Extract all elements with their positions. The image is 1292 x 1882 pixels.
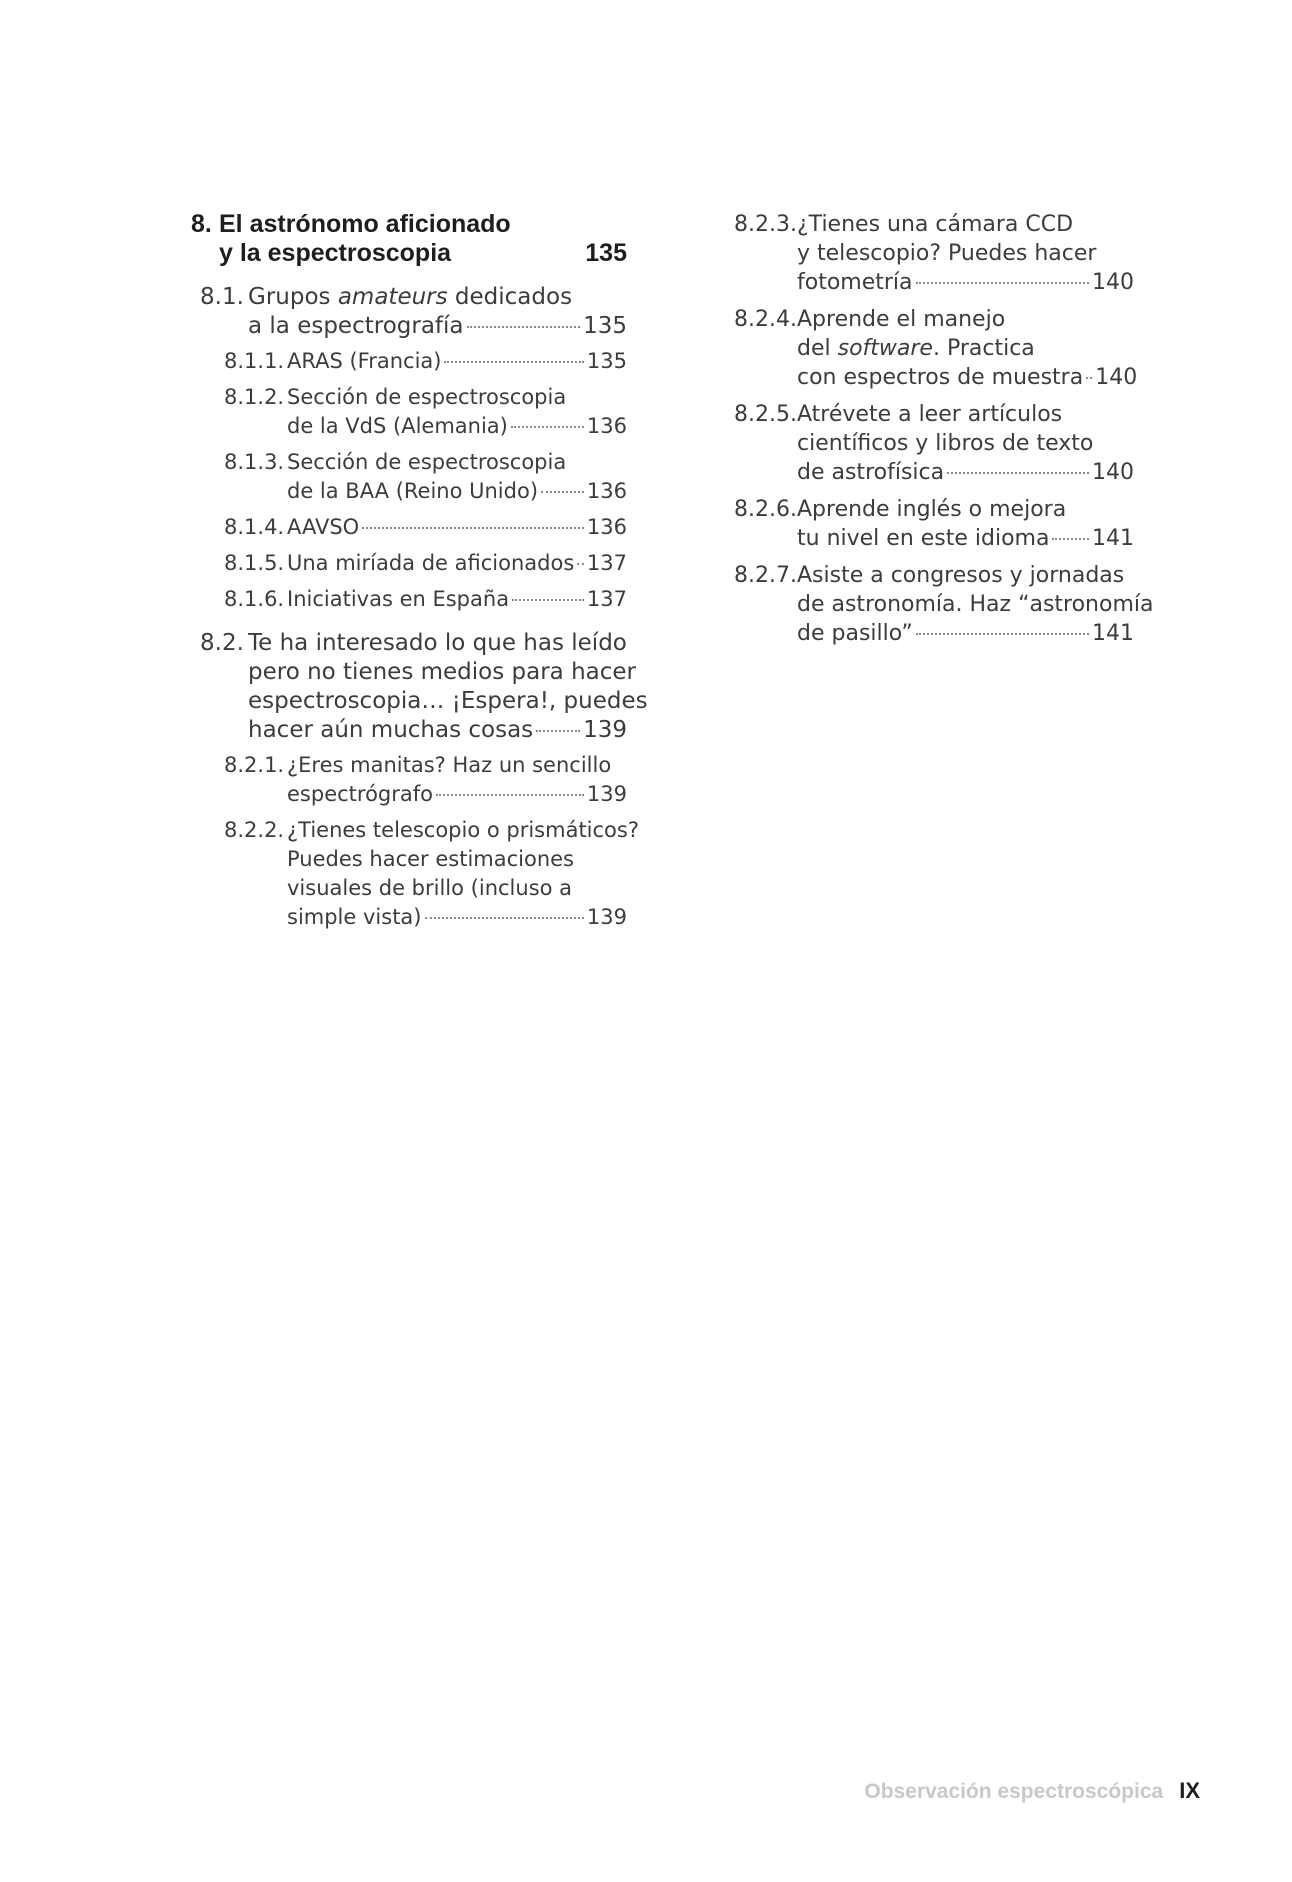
entry-number: 8.2.4. bbox=[734, 307, 797, 332]
entry-number: 8.1.4. bbox=[224, 515, 285, 539]
entry-text: espectroscopia… ¡Espera!, puedes bbox=[248, 688, 648, 714]
entry-page: 140 bbox=[1092, 270, 1134, 295]
entry-text: con espectros de muestra bbox=[797, 365, 1084, 390]
entry-text: tu nivel en este idioma bbox=[797, 526, 1050, 551]
entry-text: Asiste a congresos y jornadas bbox=[797, 563, 1125, 588]
entry-page: 137 bbox=[586, 587, 627, 611]
entry-text: visuales de brillo (incluso a bbox=[287, 876, 573, 900]
dot-leader bbox=[536, 730, 580, 732]
entry-text: ¿Tienes una cámara CCD bbox=[797, 212, 1074, 237]
entry-text: ARAS (Francia) bbox=[287, 349, 442, 373]
dot-leader bbox=[541, 491, 584, 493]
toc-entry-8-2-3[interactable] bbox=[734, 210, 1134, 297]
entry-number: 8.2.7. bbox=[734, 563, 797, 588]
entry-text: Sección de espectroscopia bbox=[287, 385, 567, 409]
entry-text: Aprende inglés o mejora bbox=[797, 497, 1067, 522]
toc-entry-8-2-7[interactable] bbox=[734, 561, 1154, 648]
dot-leader bbox=[947, 472, 1089, 474]
running-title: Observación espectroscópica bbox=[864, 1780, 1164, 1803]
entry-number: 8.2.2. bbox=[224, 818, 285, 842]
chapter-number: 8. bbox=[191, 210, 212, 238]
toc-entry-8-2-5[interactable] bbox=[734, 400, 1134, 487]
entry-text: hacer aún muchas cosas bbox=[248, 717, 534, 743]
chapter-page: 135 bbox=[585, 239, 627, 267]
entry-text: del software. Practica bbox=[797, 336, 1035, 361]
chapter-title-line2: y la espectroscopia bbox=[219, 239, 452, 267]
entry-number: 8.2. bbox=[200, 630, 244, 656]
entry-text: Una miríada de aficionados bbox=[287, 551, 575, 575]
entry-text: ¿Tienes telescopio o prismáticos? bbox=[287, 818, 639, 842]
entry-text: pero no tienes medios para hacer bbox=[248, 659, 637, 685]
entry-text: de astrofísica bbox=[797, 460, 945, 485]
entry-text: Iniciativas en España bbox=[287, 587, 510, 611]
toc-entry-8-1-2[interactable] bbox=[224, 383, 627, 441]
entry-page: 139 bbox=[583, 717, 627, 743]
dot-leader bbox=[425, 917, 584, 919]
dot-leader bbox=[916, 633, 1089, 635]
entry-text: de la BAA (Reino Unido) bbox=[287, 479, 539, 503]
entry-number: 8.2.3. bbox=[734, 212, 797, 237]
chapter-title-line1: El astrónomo aficionado bbox=[219, 210, 511, 238]
entry-text: fotometría bbox=[797, 270, 913, 295]
dot-leader bbox=[512, 599, 584, 601]
toc-entry-8-1-5[interactable] bbox=[224, 549, 627, 578]
dot-leader bbox=[511, 426, 584, 428]
entry-number: 8.1.1. bbox=[224, 349, 285, 373]
entry-number: 8.1.5. bbox=[224, 551, 285, 575]
entry-text: Puedes hacer estimaciones bbox=[287, 847, 574, 871]
entry-text: de pasillo” bbox=[797, 621, 913, 646]
entry-page: 137 bbox=[586, 551, 627, 575]
entry-text: y telescopio? Puedes hacer bbox=[797, 241, 1097, 266]
entry-text: Te ha interesado lo que has leído bbox=[248, 630, 627, 656]
dot-leader bbox=[577, 563, 584, 565]
entry-number: 8.1. bbox=[200, 284, 244, 310]
entry-number: 8.2.5. bbox=[734, 402, 797, 427]
dot-leader bbox=[444, 361, 583, 363]
toc-entry-8-2-2[interactable] bbox=[224, 816, 639, 932]
entry-number: 8.2.1. bbox=[224, 753, 285, 777]
entry-text: Sección de espectroscopia bbox=[287, 450, 567, 474]
entry-number: 8.1.6. bbox=[224, 587, 285, 611]
entry-page: 136 bbox=[586, 515, 627, 539]
toc-entry-8-1-1[interactable] bbox=[224, 347, 627, 376]
dot-leader bbox=[362, 527, 584, 529]
entry-text: Grupos amateurs dedicados bbox=[248, 284, 573, 310]
entry-number: 8.1.2. bbox=[224, 385, 285, 409]
toc-entry-8-2[interactable] bbox=[200, 629, 648, 745]
entry-text: espectrógrafo bbox=[287, 782, 433, 806]
dot-leader bbox=[916, 282, 1089, 284]
toc-entry-8-1-3[interactable] bbox=[224, 448, 627, 506]
dot-leader bbox=[467, 326, 581, 328]
entry-page: 141 bbox=[1092, 526, 1134, 551]
toc-entry-8-1[interactable] bbox=[200, 283, 627, 341]
entry-text: de astronomía. Haz “astronomía bbox=[797, 592, 1154, 617]
entry-page: 141 bbox=[1092, 621, 1134, 646]
toc-entry-8-2-1[interactable] bbox=[224, 751, 627, 809]
toc-entry-8-1-6[interactable] bbox=[224, 585, 627, 614]
toc-right-column bbox=[734, 210, 1154, 656]
page-footer bbox=[864, 1778, 1200, 1804]
toc-entry-8-1-4[interactable] bbox=[224, 513, 627, 542]
entry-text: de la VdS (Alemania) bbox=[287, 414, 508, 438]
toc-entry-8-2-4[interactable] bbox=[734, 305, 1138, 392]
entry-text: Atrévete a leer artículos bbox=[797, 402, 1063, 427]
entry-page: 140 bbox=[1092, 460, 1134, 485]
entry-page: 140 bbox=[1095, 365, 1138, 390]
dot-leader bbox=[1052, 538, 1089, 540]
entry-page: 139 bbox=[586, 905, 627, 929]
toc-chapter-8[interactable] bbox=[191, 210, 627, 268]
dot-leader bbox=[1086, 377, 1092, 379]
entry-page: 136 bbox=[586, 479, 627, 503]
entry-text: ¿Eres manitas? Haz un sencillo bbox=[287, 753, 612, 777]
entry-text: científicos y libros de texto bbox=[797, 431, 1094, 456]
entry-page: 136 bbox=[586, 414, 627, 438]
entry-page: 135 bbox=[583, 313, 627, 339]
toc-left-column bbox=[191, 210, 648, 932]
dot-leader bbox=[436, 794, 584, 796]
entry-text: a la espectrografía bbox=[248, 313, 464, 339]
entry-page: 139 bbox=[586, 782, 627, 806]
entry-text: Aprende el manejo bbox=[797, 307, 1006, 332]
toc-entry-8-2-6[interactable] bbox=[734, 495, 1134, 553]
page-number: IX bbox=[1179, 1778, 1200, 1803]
entry-number: 8.2.6. bbox=[734, 497, 797, 522]
entry-text: simple vista) bbox=[287, 905, 422, 929]
entry-text: AAVSO bbox=[287, 515, 360, 539]
entry-number: 8.1.3. bbox=[224, 450, 285, 474]
entry-page: 135 bbox=[586, 349, 627, 373]
